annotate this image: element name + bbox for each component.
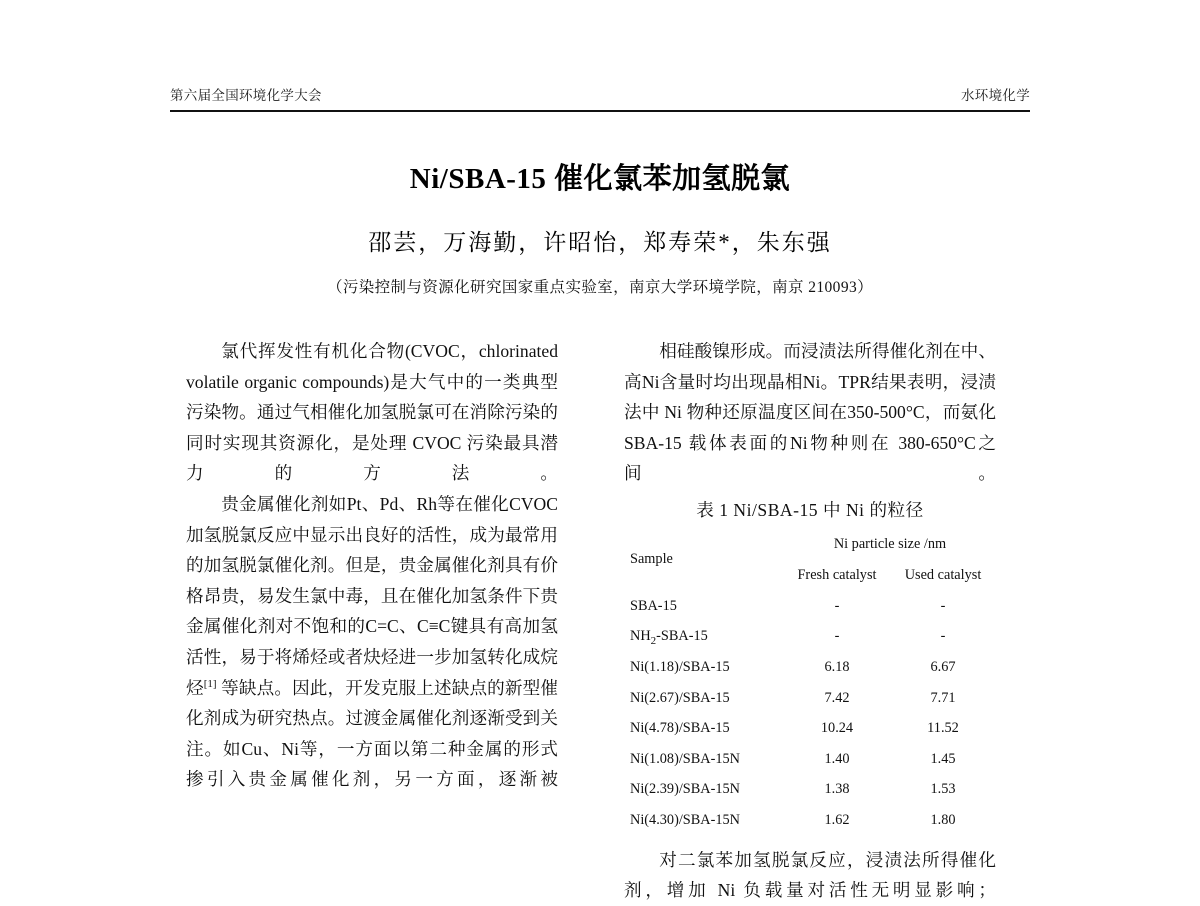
table-caption: 表 1 Ni/SBA-15 中 Ni 的粒径 — [696, 499, 924, 520]
cell-sample-pre: Ni(4.30)/SBA-15N — [630, 811, 741, 828]
paragraph-intro-text-a: 氯代挥发性有机化合物(CVOC， — [221, 341, 479, 361]
paragraph-noble-metal-cutoff: 式掺引入贵金属催化剂，另一方面，逐渐被 — [186, 738, 558, 790]
paragraph-tpr-results: 相硅酸镍形成。而浸渍法所得催化剂在中、高Ni含量时均出现晶相Ni。TPR结果表明，浸渍法中 Ni 物种还原温度区间在350-500°C，而氨化SBA-15 载体表面的Ni物种则在 380-650°C之间。 — [624, 341, 996, 484]
ni-particle-size-table — [624, 529, 996, 836]
cell-sample — [624, 652, 784, 683]
cell-sample — [624, 713, 784, 744]
table-row — [624, 774, 996, 805]
column-header-fresh-catalyst: Fresh catalyst — [797, 567, 877, 584]
paragraph-noble-metal-text-a: 贵金属催化剂如Pt、Pd、Rh等在催化CVOC加氢脱氯反应中显示出良好的活性，成为最常用的加氢脱氯催化剂。但是，贵金属催化剂具有价格昂贵，易发生氯中毒，且在催化加氢条件下贵金属催化剂对不饱和的C=C、C≡C键具有高加氢活性，易于将烯烃或者炔烃进一步加氢转化成烷烃 — [186, 493, 558, 698]
cell-used: 1.80 — [930, 811, 956, 828]
column-header-used-catalyst: Used catalyst — [904, 567, 982, 584]
citation-reference-1: [1] — [203, 677, 217, 690]
table-row — [624, 591, 996, 622]
column-header-sample: Sample — [630, 551, 673, 568]
cell-sample — [624, 744, 784, 775]
table-row — [624, 805, 996, 836]
cell-fresh: 1.62 — [824, 811, 850, 828]
paragraph-noble-metal — [186, 489, 558, 795]
cell-sample — [624, 591, 784, 622]
table-header-row-group — [624, 529, 996, 560]
cell-used: 7.71 — [930, 689, 956, 706]
cell-used: 1.53 — [930, 781, 956, 798]
cell-fresh: 10.24 — [820, 720, 854, 737]
cell-used: - — [940, 597, 946, 614]
cell-used: 6.67 — [930, 658, 956, 675]
table-head — [624, 529, 996, 591]
cell-fresh: - — [834, 597, 840, 614]
cell-sample — [624, 774, 784, 805]
cell-sample-pre: Ni(4.78)/SBA-15 — [630, 720, 730, 737]
table-row — [624, 744, 996, 775]
cell-fresh: 7.42 — [824, 689, 850, 706]
cell-fresh: - — [834, 628, 840, 645]
paragraph-dichlorobenzene: 对二氯苯加氢脱氯反应，浸渍法所得催化剂，增加 Ni 负载量对活性无明显影响； — [624, 849, 996, 901]
table-body — [624, 591, 996, 836]
table-row — [624, 683, 996, 714]
paragraph-intro-text-b: chlorinated volatile organic compounds)是大气中的一类典型污染物。通过气相催化加氢脱氯可在消除污染的同时实现其资源化，是处理 CVOC 污染最具潜力的方法。 — [186, 341, 558, 484]
table-row — [624, 621, 996, 652]
paragraph-intro — [186, 336, 558, 489]
cell-sample-pre: Ni(2.39)/SBA-15N — [630, 781, 741, 798]
column-header-group: Ni particle size /nm — [833, 535, 947, 552]
cell-used: 1.45 — [930, 750, 956, 767]
cell-sample-subscript: 2 — [650, 635, 657, 648]
body-column-right — [624, 336, 996, 906]
table-row — [624, 652, 996, 683]
paragraph-noble-metal-text-b: 等缺点。因此，开发克服上述缺点的新型催化剂成为研究热点。过渡金属催化剂逐渐受到关注。如Cu、Ni等，一方面以第二种金属的形 — [186, 677, 558, 759]
cell-sample-pre: Ni(1.08)/SBA-15N — [630, 750, 741, 767]
cell-sample-pre: Ni(2.67)/SBA-15 — [630, 689, 730, 706]
running-header — [170, 84, 1030, 104]
cell-fresh: 1.40 — [824, 750, 850, 767]
cell-sample-post: -SBA-15 — [656, 628, 708, 645]
header-rule — [170, 110, 1030, 112]
body-column-left — [186, 336, 558, 795]
cell-fresh: 6.18 — [824, 658, 850, 675]
author-list: 邵芸，万海勤，许昭怡，郑寿荣*，朱东强 — [368, 230, 832, 255]
cell-sample-pre: Ni(1.18)/SBA-15 — [630, 658, 730, 675]
cell-sample-pre: NH — [630, 628, 651, 645]
cell-fresh: 1.38 — [824, 781, 850, 798]
cell-used: - — [940, 628, 946, 645]
running-header-left: 第六届全国环境化学大会 — [170, 88, 322, 103]
table-row — [624, 713, 996, 744]
cell-sample-pre: SBA-15 — [630, 597, 677, 614]
running-header-right: 水环境化学 — [961, 88, 1030, 103]
cell-sample — [624, 621, 784, 652]
cell-sample — [624, 805, 784, 836]
affiliation-line: （污染控制与资源化研究国家重点实验室，南京大学环境学院，南京 210093） — [326, 279, 874, 296]
page-title: Ni/SBA-15 催化氯苯加氢脱氯 — [409, 163, 791, 195]
cell-sample — [624, 683, 784, 714]
cell-used: 11.52 — [927, 720, 959, 737]
